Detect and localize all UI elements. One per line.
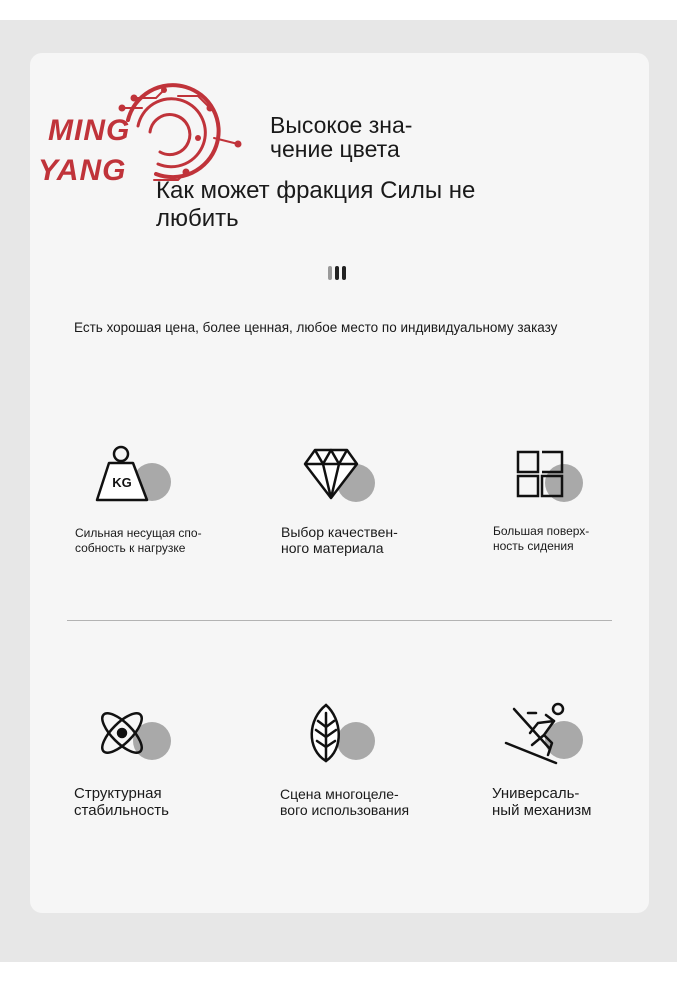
feature-stability	[74, 703, 244, 819]
intro-text: Есть хорошая цена, более ценная, любое место по индивидуальному заказу	[74, 320, 558, 335]
section-divider	[67, 620, 612, 621]
header-subtitle-text: Высокое зна- чение цвета	[270, 112, 413, 162]
weight-kg-icon	[75, 445, 135, 505]
brand-line-1: MING	[48, 114, 131, 147]
ming-yang-logo	[38, 80, 248, 190]
feature-icon-wrap	[75, 445, 165, 507]
feature-label: Структурная стабильность	[74, 785, 169, 819]
feature-multipurpose	[280, 703, 450, 818]
leaf-icon	[280, 703, 340, 763]
feature-icon-wrap	[492, 703, 582, 765]
feature-icon-wrap	[74, 703, 164, 765]
dot	[328, 266, 332, 280]
header-subtitle	[270, 113, 450, 161]
header-title	[156, 177, 536, 233]
feature-load-capacity	[75, 445, 245, 555]
diamond-icon	[281, 445, 341, 505]
accent-circle	[337, 722, 375, 760]
dot	[335, 266, 339, 280]
feature-label: Сцена многоцеле- вого использования	[280, 786, 410, 818]
feature-label: Универсаль- ный механизм	[492, 785, 592, 819]
atom-icon	[74, 703, 134, 763]
header-title-text: Как может фракция Силы не любить	[156, 177, 476, 232]
feature-label: Сильная несущая спо- собность к нагрузке	[75, 526, 202, 555]
kg-text: KG	[112, 475, 132, 490]
dot	[342, 266, 346, 280]
grid-squares-icon	[493, 445, 553, 505]
feature-icon-wrap	[281, 445, 371, 507]
feature-mechanism	[492, 703, 662, 819]
separator-dots	[328, 266, 346, 280]
feature-label: Большая поверх- ность сидения	[493, 524, 590, 553]
feature-label: Выбор качествен- ного материала	[281, 524, 398, 556]
feature-material	[281, 445, 451, 556]
brand-line-2: YANG	[38, 154, 127, 187]
skier-icon	[492, 703, 552, 763]
feature-icon-wrap	[493, 445, 583, 507]
feature-icon-wrap	[280, 703, 370, 765]
feature-seat-surface	[493, 445, 663, 553]
